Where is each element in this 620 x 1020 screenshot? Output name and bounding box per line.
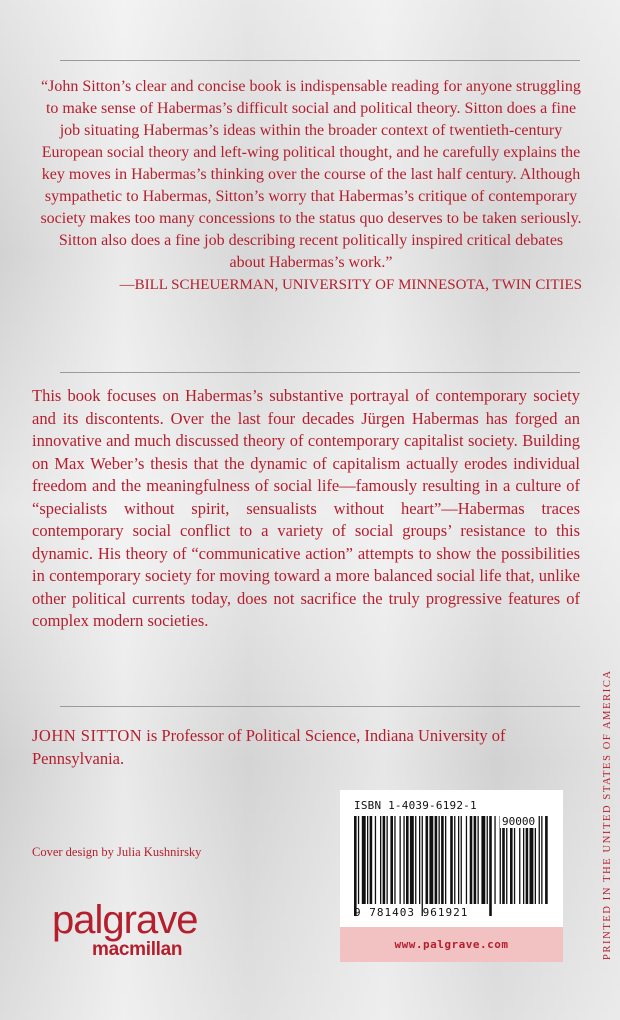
endorsement-quote	[40, 76, 582, 296]
barcode-bar	[489, 816, 492, 916]
barcode-bar	[445, 816, 446, 904]
barcode-bar	[387, 816, 388, 904]
barcode-bar	[466, 816, 467, 904]
barcode-bars	[354, 816, 549, 916]
barcode-bar	[450, 816, 453, 904]
quote-divider	[60, 372, 580, 373]
price-code: 90000	[502, 815, 536, 828]
barcode-bar	[514, 816, 515, 904]
top-rule	[60, 60, 580, 61]
barcode-bar	[429, 816, 433, 904]
barcode-bar	[474, 816, 477, 904]
barcode-bar	[519, 816, 520, 904]
barcode-bar	[530, 816, 534, 904]
barcode-bar	[400, 816, 401, 904]
barcode-bar	[362, 816, 366, 904]
barcode-bar	[403, 816, 404, 904]
barcode-bar	[539, 816, 540, 904]
barcode-bar	[541, 816, 542, 904]
barcode-bar	[535, 816, 536, 904]
quote-text: “John Sitton’s clear and concise book is indispensable reading for anyone struggling to make sense of Habermas’s difficult social and political theory. Sitton does a fine job situating Habermas’s ideas within the broader context of twentieth-century European social theory and left-wing political thought, and he carefully explains the key moves in Habermas’s thinking over the course of the last half century. Although sympathetic to Habermas, Sitton’s worry that Habermas’s critique of contemporary society makes too many concessions to the status quo deserves to be taken seriously. Sitton also does a fine job describing recent politically inspired critical debates about Habermas’s work.”	[40, 78, 582, 271]
barcode-bar	[523, 816, 524, 904]
bio-divider	[60, 706, 580, 707]
quote-attribution: —BILL SCHEUERMAN, UNIVERSITY OF MINNESOTA, TWIN CITIES	[119, 277, 582, 293]
barcode-bar	[458, 816, 459, 904]
barcode-bar	[406, 816, 409, 904]
barcode-bar	[502, 816, 505, 904]
barcode-bar	[367, 816, 368, 904]
barcode-bar	[435, 816, 438, 904]
barcode-bar	[370, 816, 373, 904]
barcode-bar	[470, 816, 473, 904]
barcode-bar	[422, 816, 423, 916]
author-name: JOHN SITTON	[32, 726, 143, 745]
barcode-bar	[545, 816, 548, 904]
barcode-panel	[340, 790, 563, 962]
barcode-bar	[441, 816, 444, 904]
ean-digits: 9 781403 961921	[354, 906, 469, 919]
barcode-bar	[487, 816, 488, 904]
barcode-bar	[478, 816, 479, 904]
barcode-bar	[454, 816, 455, 904]
barcode-bar	[380, 816, 381, 904]
isbn-number: ISBN 1-4039-6192-1	[354, 799, 477, 812]
barcode-bar	[394, 816, 395, 904]
barcode-bar	[426, 816, 429, 904]
barcode-bar	[410, 816, 414, 904]
publisher-logo	[52, 900, 252, 960]
barcode-bar	[358, 816, 359, 904]
barcode-bar	[354, 816, 357, 916]
barcode-bar	[461, 816, 462, 904]
logo-macmillan: macmillan	[92, 939, 183, 960]
logo-palgrave: palgrave	[52, 898, 198, 942]
barcode-bar	[500, 816, 501, 904]
barcode-bar	[375, 816, 376, 904]
barcode-bar	[383, 816, 386, 904]
barcode-bar	[481, 816, 485, 904]
barcode-bar	[390, 816, 393, 904]
author-bio-text: is Professor of Political Science, Indiana University of Pennsylvania.	[32, 726, 506, 768]
printed-in-text: PRINTED IN THE UNITED STATES OF AMERICA	[602, 669, 613, 960]
barcode-bar	[526, 816, 529, 904]
publisher-url: www.palgrave.com	[340, 927, 563, 962]
cover-credit: Cover design by Julia Kushnirsky	[32, 845, 202, 859]
barcode-bar	[415, 816, 416, 904]
barcode-bar	[419, 816, 420, 904]
barcode-bar	[439, 816, 440, 904]
author-bio	[32, 724, 592, 770]
barcode-bar	[494, 816, 495, 904]
barcode-bar	[510, 816, 513, 904]
book-description: This book focuses on Habermas’s substantive portrayal of contemporary society and its discontents. Over the last four decades Jürgen Habermas has forged an innovative and much discussed theory of contemporary capitalist society. Building on Max Weber’s thesis that the dynamic of capitalism actually erodes individual freedom and the meaningfulness of social life—famously resulting in a culture of “specialists without spirit, sensualists without heart”—Habermas traces contemporary social conflict to a variety of social groups’ resistance to this dynamic. His theory of “communicative action” attempts to show the possibilities in contemporary society for moving toward a more balanced social life that, unlike other political currents today, does not sacrifice the truly progressive features of complex modern societies.	[32, 386, 580, 630]
barcode-bar	[506, 816, 507, 904]
